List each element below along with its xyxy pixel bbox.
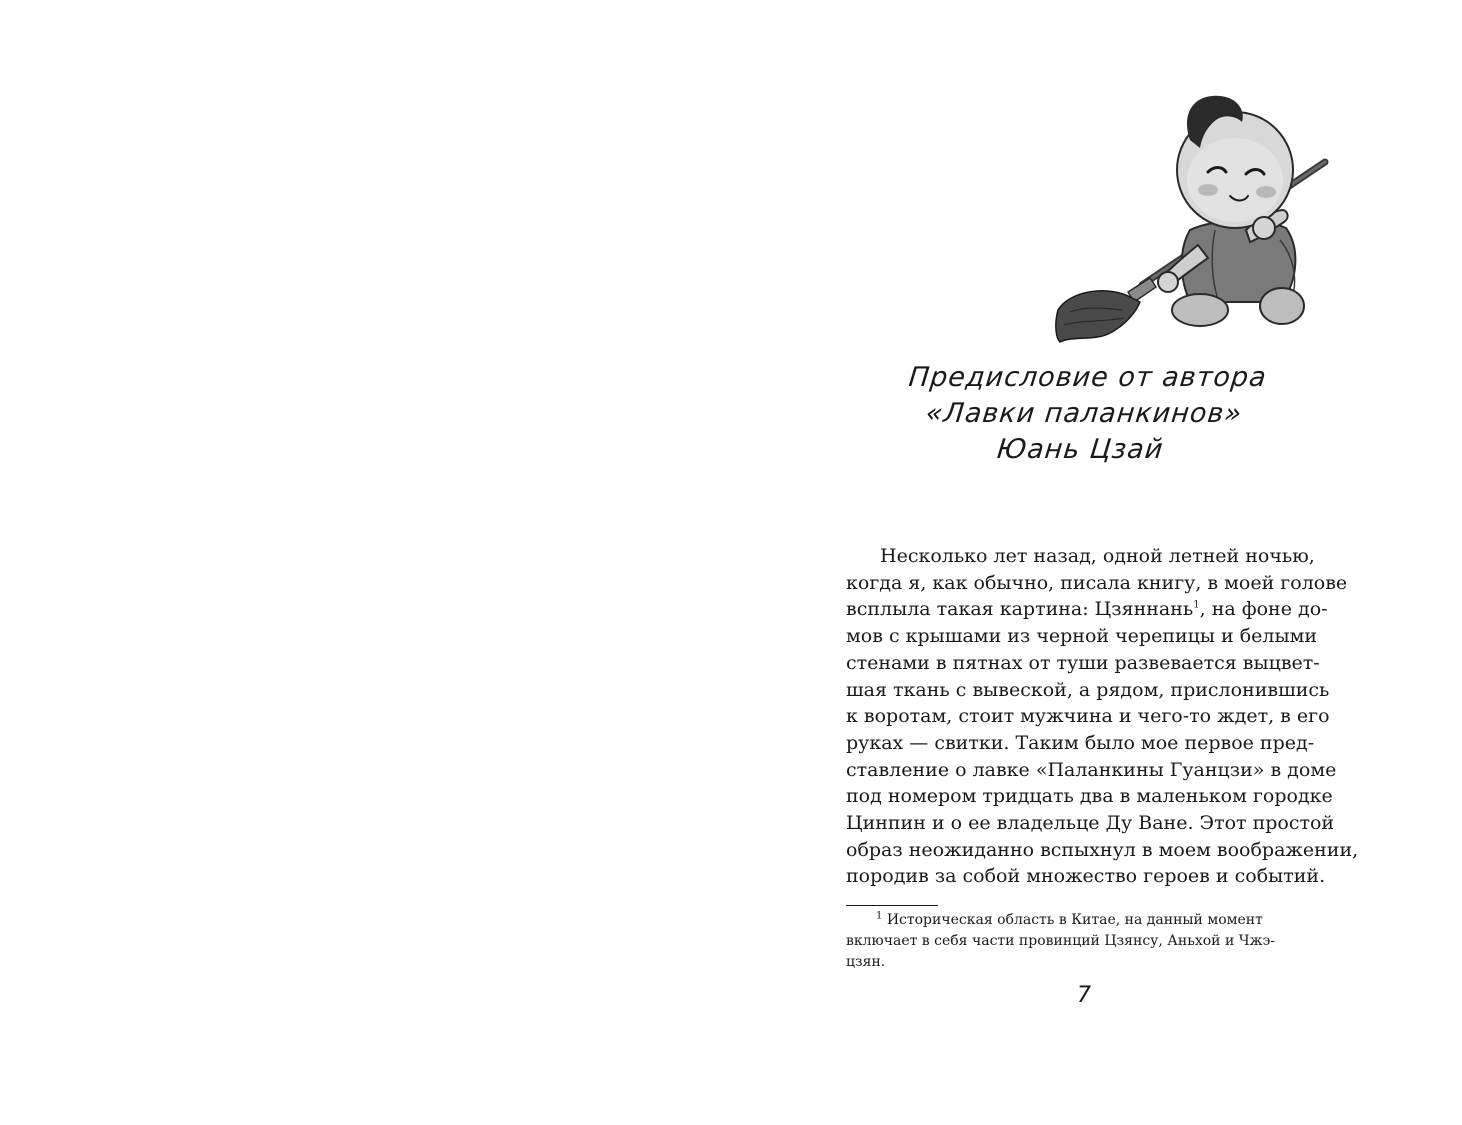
body-paragraph [846, 543, 1359, 890]
body-line: руках — свитки. Таким было мое первое пред- [846, 731, 1315, 754]
body-line: всплыла такая картина: Цзяннань$^1$, на фоне до- [846, 598, 1328, 621]
page-number: 7 [1077, 983, 1091, 1008]
footnote-divider [846, 905, 938, 906]
body-line: Цинпин и о ее владельце Ду Ване. Этот простой [846, 812, 1335, 835]
body-line: когда я, как обычно, писала книгу, в моей голове [846, 571, 1348, 594]
chapter-title-line-3: Юань Цзай [995, 434, 1166, 465]
body-line: мов с крышами из черной черепицы и белыми [846, 625, 1318, 648]
chapter-title [840, 360, 1327, 468]
body-line: породив за собой множество героев и событий. [846, 865, 1326, 888]
body-line: стенами в пятнах от туши развевается выцвет- [846, 651, 1320, 674]
chapter-title-line-1: Предисловие от автора [907, 362, 1269, 393]
chapter-title-line-2: «Лавки паланкинов» [924, 398, 1244, 429]
footnote-line: цзян. [846, 954, 886, 970]
body-line: образ неожиданно вспыхнул в моем воображении, [846, 838, 1359, 861]
child-with-brush-illustration [1050, 80, 1335, 350]
footnote-marker: 1 [876, 910, 883, 922]
footnote-line: $^1$ Историческая область в Китае, на данный момент [876, 910, 1263, 928]
footnote-reference[interactable]: 1 [1193, 600, 1200, 612]
body-line: под номером тридцать два в маленьком городке [846, 785, 1333, 808]
footnote-line: включает в себя части провинций Цзянсу, Аньхой и Чжэ- [846, 933, 1276, 949]
footnote [846, 910, 1322, 973]
body-line: ставление о лавке «Паланкины Гуанцзи» в доме [846, 758, 1337, 781]
body-line: Несколько лет назад, одной летней ночью, [880, 545, 1315, 567]
body-line: к воротам, стоит мужчина и чего-то ждет, в его [846, 705, 1330, 728]
body-line: шая ткань с вывеской, а рядом, прислонившись [846, 678, 1330, 701]
